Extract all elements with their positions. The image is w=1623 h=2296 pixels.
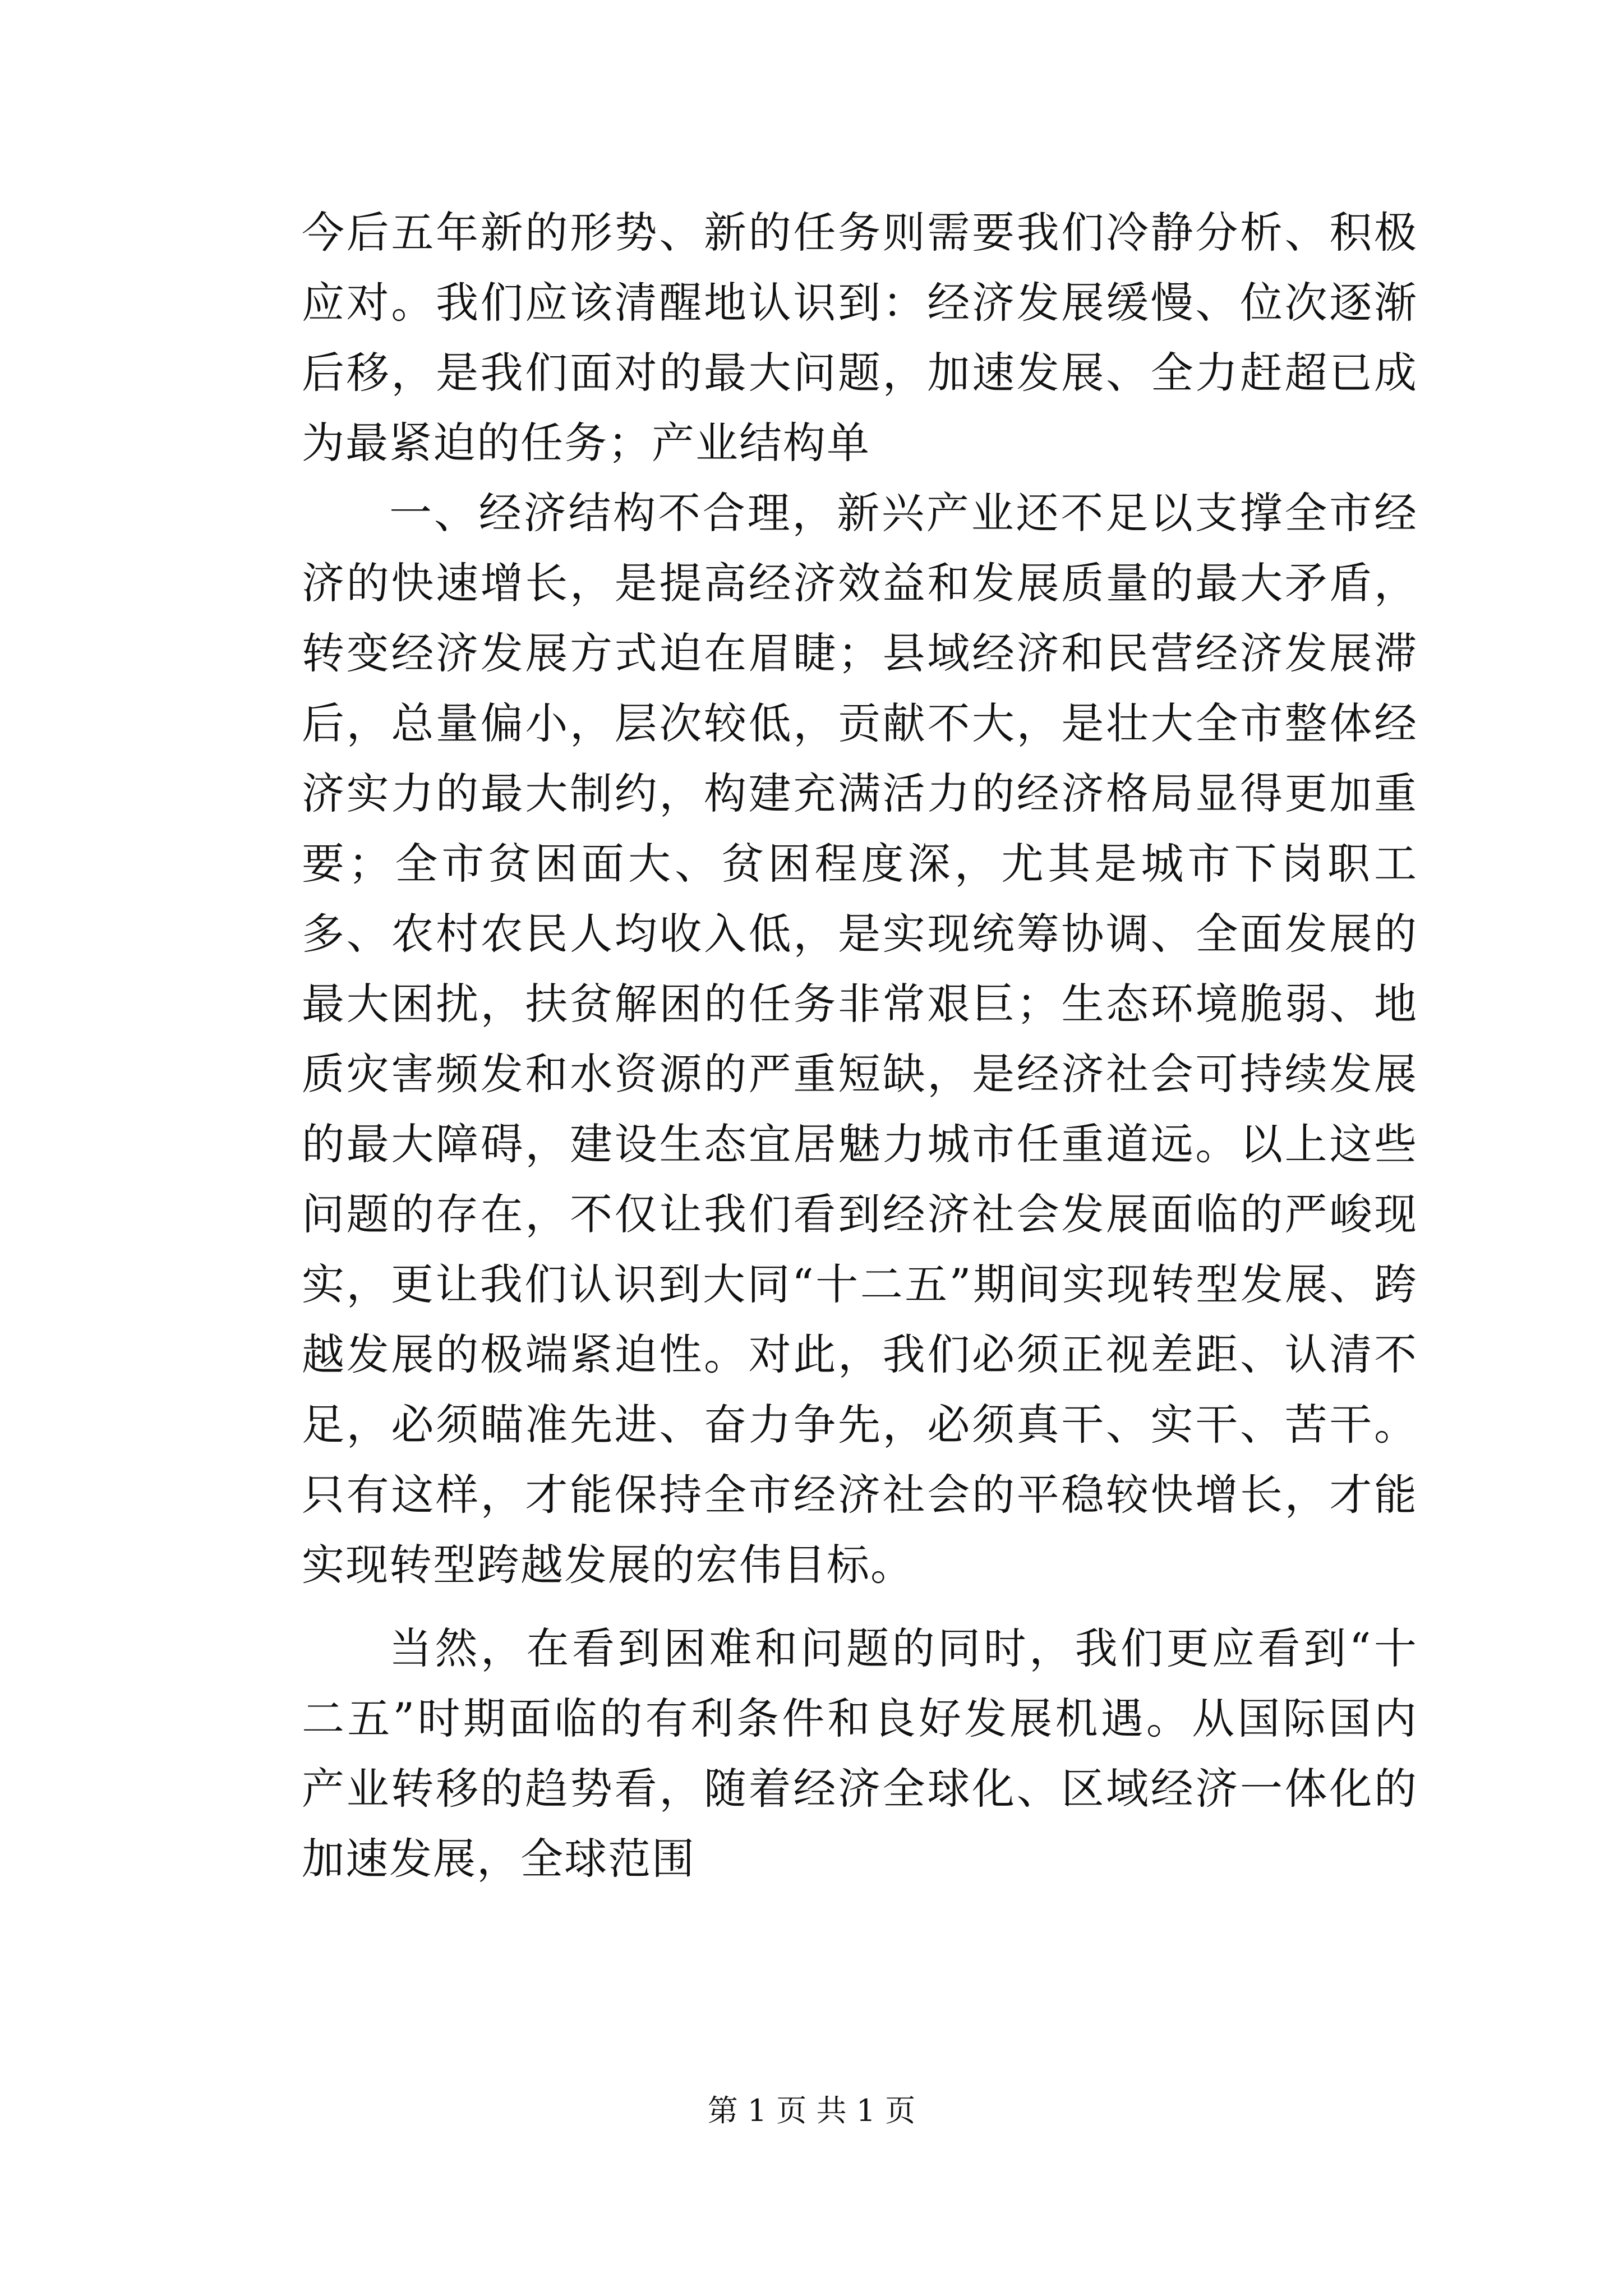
page-footer: 第 1 页 共 1 页 xyxy=(707,2093,916,2128)
paragraph-2: 一、经济结构不合理，新兴产业还不足以支撑全市经济的快速增长，是提高经济效益和发展质量的最大矛盾，转变经济发展方式迫在眉睫；县域经济和民营经济发展滞后，总量偏小，层次较低，贡献不大，是壮大全市整体经济实力的最大制约，构建充满活力的经济格局显得更加重要；全市贫困面大、贫困程度深，尤其是城市下岗职工多、农村农民人均收入低，是实现统筹协调、全面发展的最大困扰，扶贫解困的任务非常艰巨；生态环境脆弱、地质灾害频发和水资源的严重短缺，是经济社会可持续发展的最大障碍，建设生态宜居魅力城市任重道远。以上这些问题的存在，不仅让我们看到经济社会发展面临的严峻现实，更让我们认识到大同“十二五”期间实现转型发展、跨越发展的极端紧迫性。对此，我们必须正视差距、认清不足，必须瞄准先进、奋力争先，必须真干、实干、苦干。只有这样，才能保持全市经济社会的平稳较快增长，才能实现转型跨越发展的宏伟目标。 xyxy=(302,488,1418,1590)
document-body xyxy=(302,197,1418,1894)
paragraph-3: 当然，在看到困难和问题的同时，我们更应看到“十二五”时期面临的有利条件和良好发展机遇。从国际国内产业转移的趋势看，随着经济全球化、区域经济一体化的加速发展，全球范围 xyxy=(302,1623,1418,1884)
paragraph-1: 今后五年新的形势、新的任务则需要我们冷静分析、积极应对。我们应该清醒地认识到：经济发展缓慢、位次逐渐后移，是我们面对的最大问题，加速发展、全力赶超已成为最紧迫的任务；产业结构单 xyxy=(302,208,1418,468)
